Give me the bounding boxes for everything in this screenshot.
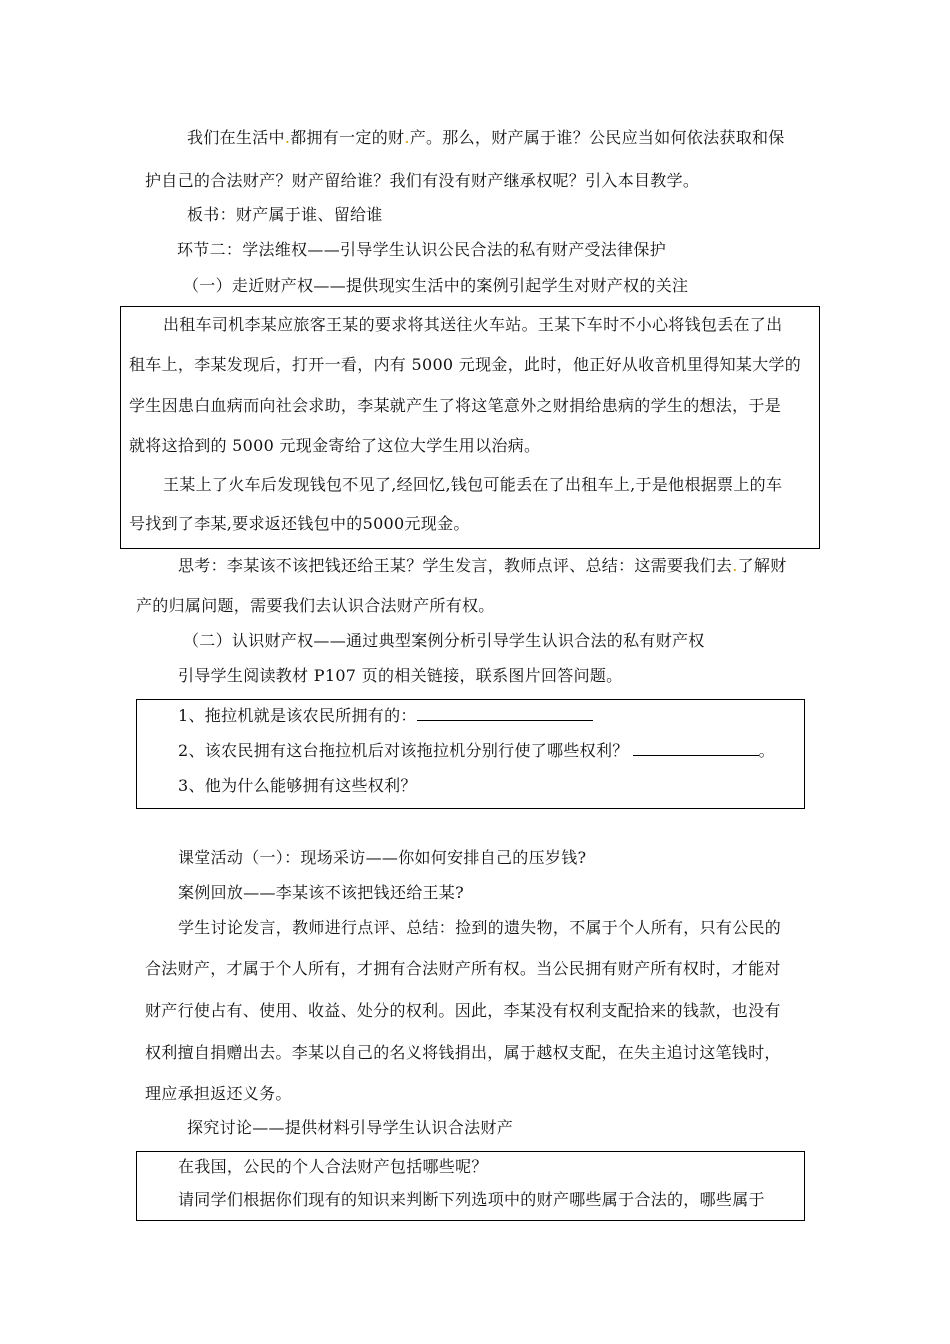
intro-line-2: 护自己的合法财产？财产留给谁？我们有没有财产继承权呢？引入本目教学。 [145, 171, 700, 190]
question-2 [178, 741, 775, 761]
discussion-line-2: 合法财产，才属于个人所有，才拥有合法财产所有权。当公民拥有财产所有权时，才能对 [145, 959, 781, 978]
think-text-a: 思考：李某该不该把钱还给王某？学生发言，教师点评、总结：这需要我们去 [178, 556, 733, 575]
highlight-mark: . [732, 556, 738, 575]
section-2-heading: 环节二：学法维权——引导学生认识公民合法的私有财产受法律保护 [177, 240, 667, 259]
think-line-1 [178, 556, 787, 576]
question-1-text: 1、拖拉机就是该农民所拥有的： [178, 706, 417, 725]
case-box [120, 306, 820, 549]
case-line-2: 租车上，李某发现后，打开一看，内有 5000 元现金，此时，他正好从收音机里得知某大学的 [129, 355, 802, 374]
discussion-line-3: 财产行使占有、使用、收益、处分的权利。因此，李某没有权利支配拾来的钱款，也没有 [145, 1001, 781, 1020]
explore-heading: 探究讨论——提供材料引导学生认识合法财产 [187, 1118, 514, 1137]
question-3: 3、他为什么能够拥有这些权利？ [178, 776, 417, 795]
discussion-line-5: 理应承担返还义务。 [145, 1084, 292, 1103]
subsection-2-heading: （二）认识财产权——通过典型案例分析引导学生认识合法的私有财产权 [183, 631, 705, 650]
answer-blank-2 [633, 741, 759, 756]
question-1 [178, 706, 593, 726]
think-text-b: 了解财 [737, 556, 787, 575]
intro-text-c: 产。那么，财产属于谁？公民应当如何依法获取和保 [409, 128, 785, 147]
think-line-2: 产的归属问题，需要我们去认识合法财产所有权。 [136, 596, 495, 615]
intro-line-1 [187, 128, 785, 148]
final-line-2: 请同学们根据你们现有的知识来判断下列选项中的财产哪些属于合法的，哪些属于 [178, 1190, 765, 1209]
case-line-3: 学生因患白血病而向社会求助，李某就产生了将这笔意外之财捐给患病的学生的想法，于是 [129, 396, 782, 415]
intro-text-b: 都拥有一定的财 [290, 128, 405, 147]
question-2-text: 2、该农民拥有这台拖拉机后对该拖拉机分别行使了哪些权利？ [178, 741, 629, 760]
case-line-1: 出租车司机李某应旅客王某的要求将其送往火车站。王某下车时不小心将钱包丢在了出 [163, 315, 783, 334]
subsection-1-heading: （一）走近财产权——提供现实生活中的案例引起学生对财产权的关注 [183, 276, 689, 295]
intro-text-a: 我们在生活中 [187, 128, 285, 147]
case-line-5: 王某上了火车后发现钱包不见了,经回忆,钱包可能丢在了出租车上,于是他根据票上的车 [163, 475, 783, 494]
final-line-1: 在我国，公民的个人合法财产包括哪些呢？ [178, 1157, 488, 1176]
board-heading: 板书：财产属于谁、留给谁 [187, 205, 383, 224]
case-line-6: 号找到了李某,要求返还钱包中的5000元现金。 [129, 514, 470, 533]
question-2-end: 。 [758, 741, 775, 760]
highlight-mark: . [404, 128, 410, 147]
answer-blank-1 [417, 706, 593, 721]
discussion-line-4: 权利擅自捐赠出去。李某以自己的名义将钱捐出，属于越权支配，在失主追讨这笔钱时， [145, 1043, 781, 1062]
discussion-line-1: 学生讨论发言，教师进行点评、总结：捡到的遗失物，不属于个人所有，只有公民的 [178, 918, 782, 937]
replay-heading: 案例回放——李某该不该把钱还给王某? [178, 883, 464, 902]
case-line-4: 就将这拾到的 5000 元现金寄给了这位大学生用以治病。 [129, 436, 541, 455]
activity-heading: 课堂活动（一）：现场采访——你如何安排自己的压岁钱? [178, 848, 587, 867]
highlight-mark: . [284, 128, 291, 147]
guide-text: 引导学生阅读教材 P107 页的相关链接，联系图片回答问题。 [178, 666, 623, 685]
